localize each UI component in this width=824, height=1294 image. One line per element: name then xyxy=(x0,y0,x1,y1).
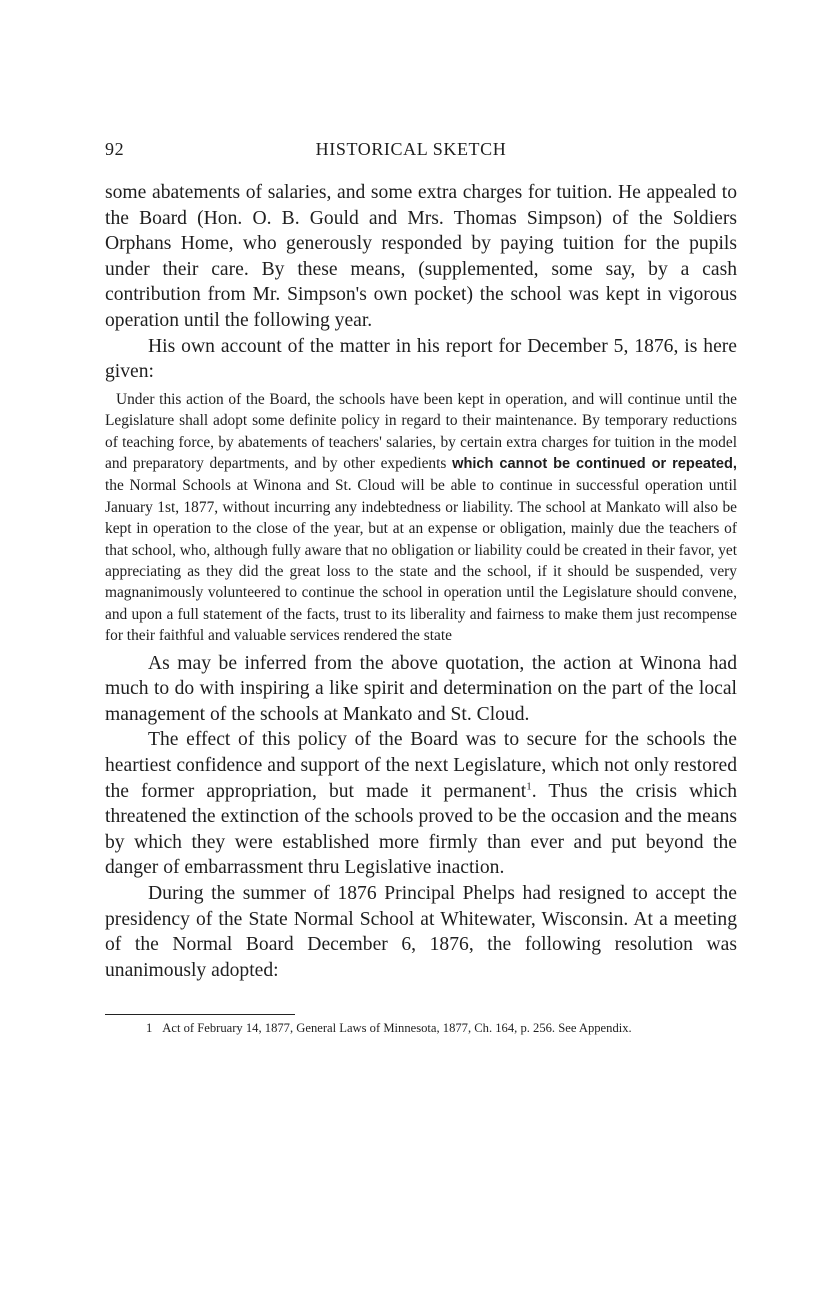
footnote-text: Act of February 14, 1877, General Laws of Minnesota, 1877, Ch. 164, p. 256. See Appendix. xyxy=(162,1021,632,1036)
block-quote xyxy=(105,389,737,647)
paragraph-4-text-1: The effect of this policy of the Board was to secure for the schools the heartiest confidence and support of the next Legislature, which not only restored the former appropriation, but made it permanent xyxy=(105,729,737,802)
page-header xyxy=(105,139,737,160)
paragraph-4 xyxy=(105,727,737,881)
page-number: 92 xyxy=(105,139,125,159)
document-page xyxy=(105,139,737,1036)
quote-bold-text: which cannot be continued or repeated, xyxy=(452,455,737,472)
paragraph-1: some abatements of salaries, and some extra charges for tuition. He appealed to the Board (Hon. O. B. Gould and Mrs. Thomas Simpson) of the Soldiers Orphans Home, who generously responded by paying tuition for the pupils under their care. By these means, (supplemented, some say, by a cash contribution from Mr. Simpson's own pocket) the school was kept in vigorous operation until the following year. xyxy=(105,182,737,331)
quote-text-1: Under this action of the Board, the schools have been kept in operation, and will continue until the Legislature shall adopt some definite policy in regard to their maintenance. By temporary reductions of teaching force, by abatements of teachers' salaries, by certain extra charges for tuition in the model and preparatory departments, and by other expedients xyxy=(105,390,737,472)
footnote xyxy=(105,1021,737,1036)
paragraph-3: As may be inferred from the above quotation, the action at Winona had much to do with inspiring a like spirit and determination on the part of the local management of the schools at Mankato and St. Cloud. xyxy=(105,652,737,725)
footnote-number: 1 xyxy=(146,1021,153,1036)
paragraph-5: During the summer of 1876 Principal Phelps had resigned to accept the presidency of the State Normal School at Whitewater, Wisconsin. At a meeting of the Normal Board December 6, 1876, the following resolution was unanimously adopted: xyxy=(105,882,737,981)
running-head: HISTORICAL SKETCH xyxy=(315,139,507,159)
footnote-reference: 1 xyxy=(526,780,532,793)
body-text xyxy=(105,180,737,983)
quote-text-2: the Normal Schools at Winona and St. Cloud will be able to continue in successful operation until January 1st, 1877, without incurring any indebtedness or liability. The school at Mankato will also be kept in operation to the close of the year, but at an expense or obligation, mainly due the teachers of that school, who, although fully aware that no obligation or liability could be created in their favor, yet appreciating as they did the great loss to the state and the school, if it should be suspended, very magnanimously volunteered to continue the school in operation until the Legislature should convene, and upon a full statement of the facts, trust to its liberality and fairness to make them just recompense for their faithful and valuable services rendered the state xyxy=(105,477,737,645)
footnote-divider xyxy=(105,1014,295,1015)
paragraph-2: His own account of the matter in his report for December 5, 1876, is here given: xyxy=(105,335,737,383)
paragraph-4-text-2: . Thus the crisis which threatened the extinction of the schools proved to be the occasion and the means by which they were established more firmly than ever and put beyond the danger of embarrassment thru Legislative inaction. xyxy=(105,780,737,879)
